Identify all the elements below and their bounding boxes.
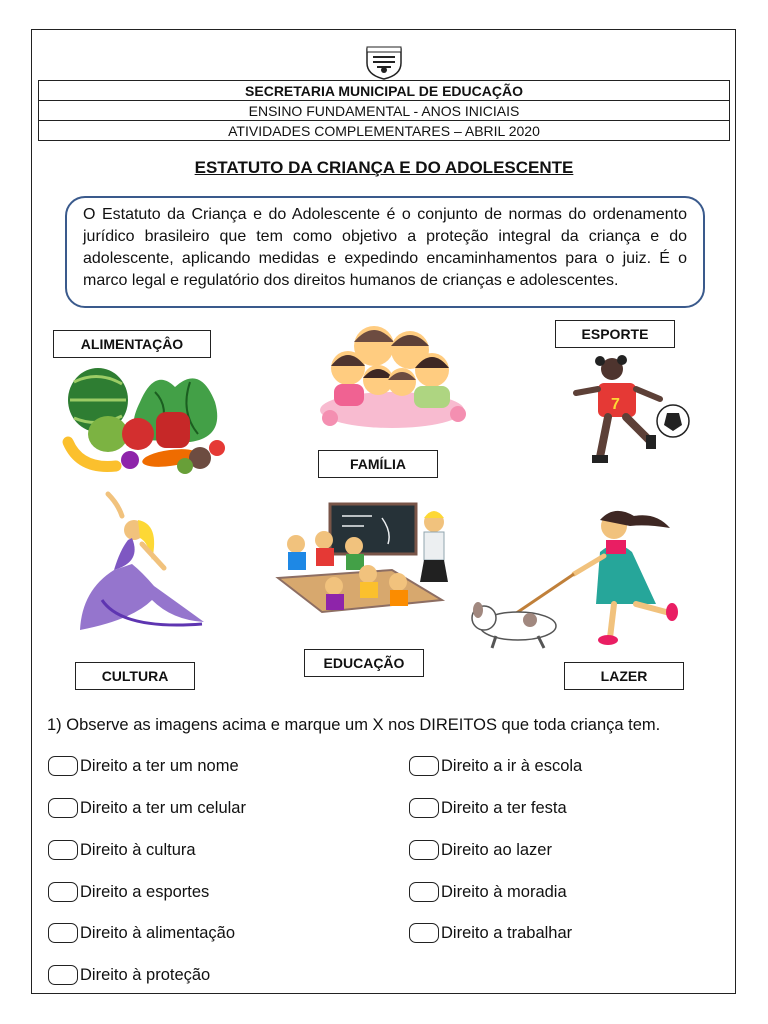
header-line-1: SECRETARIA MUNICIPAL DE EDUCAÇÃO xyxy=(39,81,730,101)
option-festa[interactable] xyxy=(409,798,567,818)
checkbox[interactable] xyxy=(48,882,78,902)
option-trabalhar[interactable] xyxy=(409,923,572,943)
header-line-2: ENSINO FUNDAMENTAL - ANOS INICIAIS xyxy=(39,101,730,121)
option-nome[interactable] xyxy=(48,756,239,776)
checkbox[interactable] xyxy=(409,756,439,776)
option-cultura[interactable] xyxy=(48,840,196,860)
header-line-3: ATIVIDADES COMPLEMENTARES – ABRIL 2020 xyxy=(39,121,730,141)
option-label: Direito a ir à escola xyxy=(441,756,583,775)
option-alimentacao[interactable] xyxy=(48,923,235,943)
checkbox[interactable] xyxy=(48,965,78,985)
option-label: Direito a esportes xyxy=(80,882,210,901)
option-label: Direito a trabalhar xyxy=(441,923,573,942)
option-moradia[interactable] xyxy=(409,882,567,902)
option-label: Direito à proteção xyxy=(80,965,211,984)
girl-walking-dog-illustration-icon xyxy=(466,508,688,652)
header-table xyxy=(38,80,730,141)
option-escola[interactable] xyxy=(409,756,582,776)
intro-text: O Estatuto da Criança e do Adolescente é o conjunto de normas do ordenamento jurídico brasileiro que tem como objetivo a proteção integral da criança e do adolescente, aplicando medidas e expedindo encaminhamentos para o juiz. É o marco legal e regulatório dos direitos humanos de crianças e adolescentes. xyxy=(83,206,687,289)
intro-box xyxy=(65,196,705,308)
option-label: Direito a ter um celular xyxy=(80,798,246,817)
checkbox[interactable] xyxy=(48,923,78,943)
label-lazer: LAZER xyxy=(564,662,684,690)
classroom-illustration-icon xyxy=(272,502,454,624)
label-alimentacao: ALIMENTAÇÂO xyxy=(53,330,211,358)
checkbox[interactable] xyxy=(48,798,78,818)
checkbox[interactable] xyxy=(409,840,439,860)
label-cultura: CULTURA xyxy=(75,662,195,690)
option-protecao[interactable] xyxy=(48,965,210,985)
option-label: Direito a ter festa xyxy=(441,798,567,817)
option-label: Direito à alimentação xyxy=(80,923,235,942)
label-familia: FAMÍLIA xyxy=(318,450,438,478)
label-educacao: EDUCAÇÃO xyxy=(304,649,424,677)
option-label: Direito a ter um nome xyxy=(80,756,239,775)
option-esportes[interactable] xyxy=(48,882,209,902)
dancer-illustration-icon xyxy=(72,490,212,655)
option-label: Direito à cultura xyxy=(80,840,196,859)
food-illustration-icon xyxy=(60,362,225,477)
checkbox[interactable] xyxy=(409,798,439,818)
label-esporte: ESPORTE xyxy=(555,320,675,348)
option-label: Direito ao lazer xyxy=(441,840,552,859)
page-title: ESTATUTO DA CRIANÇA E DO ADOLESCENTE xyxy=(194,158,574,177)
option-label: Direito à moradia xyxy=(441,882,567,901)
checkbox[interactable] xyxy=(409,882,439,902)
svg-text:7: 7 xyxy=(611,396,620,413)
option-lazer[interactable] xyxy=(409,840,552,860)
checkbox[interactable] xyxy=(409,923,439,943)
question-text: 1) Observe as imagens acima e marque um X nos DIREITOS que toda criança tem. xyxy=(47,716,661,734)
option-celular[interactable] xyxy=(48,798,246,818)
family-illustration-icon xyxy=(318,318,466,430)
soccer-player-illustration-icon xyxy=(570,355,692,473)
checkbox[interactable] xyxy=(48,756,78,776)
checkbox[interactable] xyxy=(48,840,78,860)
municipal-crest-icon xyxy=(363,43,405,81)
